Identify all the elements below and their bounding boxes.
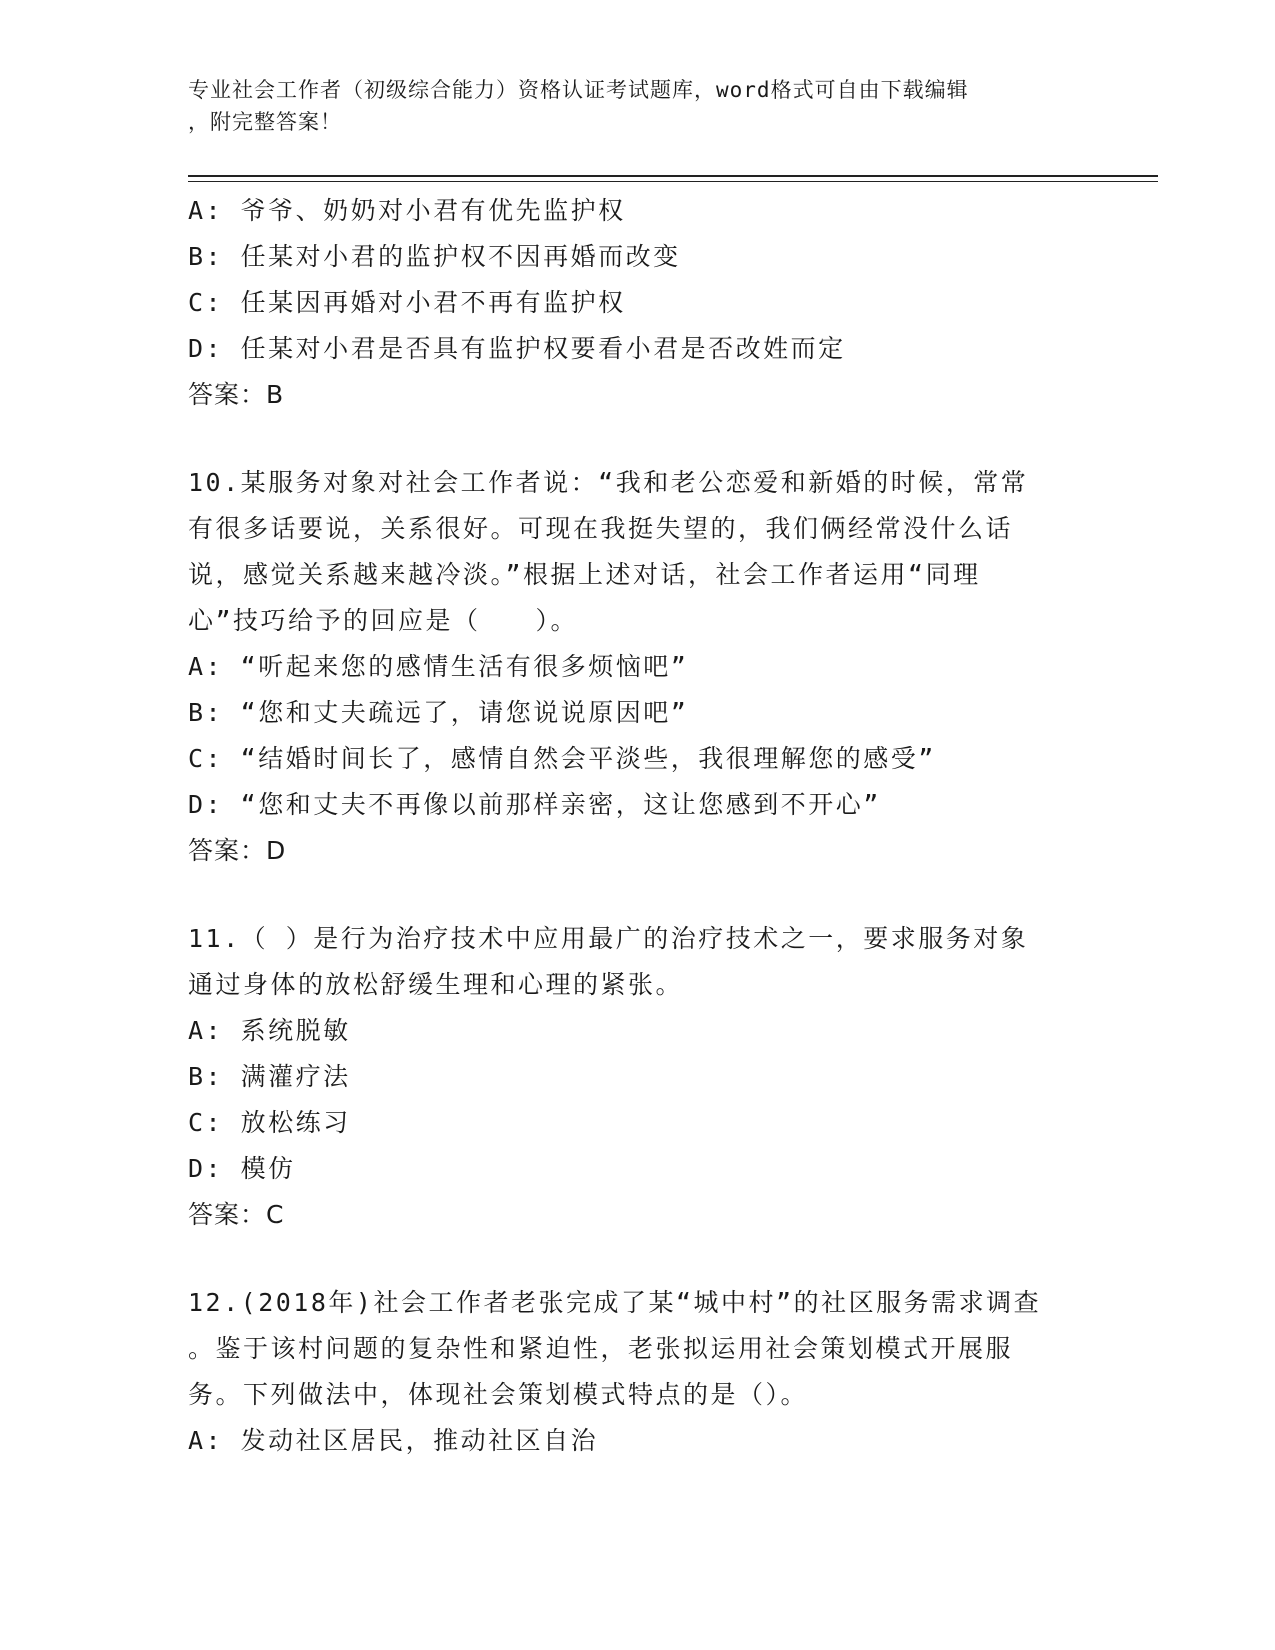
question-12 [188,1280,1088,1464]
stem-line: 10.某服务对象对社会工作者说：“我和老公恋爱和新婚的时候，常常 [188,468,1029,497]
stem-line: 通过身体的放松舒缓生理和心理的紧张。 [188,970,684,999]
stem-line: 说，感觉关系越来越冷淡。”根据上述对话，社会工作者运用“同理 [188,560,981,589]
question-10 [188,460,1088,874]
option-c: C: “结婚时间长了，感情自然会平淡些，我很理解您的感受” [188,744,936,773]
option-a: A: 爷爷、奶奶对小君有优先监护权 [188,196,626,225]
stem-line: 11.（ ）是行为治疗技术中应用最广的治疗技术之一，要求服务对象 [188,924,1029,953]
header-line-2: ，附完整答案！ [188,110,342,134]
question-11 [188,916,1088,1238]
option-d: D: “您和丈夫不再像以前那样亲密，这让您感到不开心” [188,790,881,819]
option-a: A: “听起来您的感情生活有很多烦恼吧” [188,652,689,681]
header-divider-thick [188,175,1158,177]
answer-line: 答案：D [188,836,287,865]
option-b: B: 满灌疗法 [188,1062,351,1091]
stem-line: 心”技巧给予的回应是（ ）。 [188,606,579,635]
question-9 [188,188,1088,418]
document-body [188,188,1088,1464]
option-a: A: 发动社区居民，推动社区自治 [188,1426,599,1455]
stem-line: 务。下列做法中，体现社会策划模式特点的是（）。 [188,1380,809,1409]
option-d: D: 任某对小君是否具有监护权要看小君是否改姓而定 [188,334,846,363]
question-stem [188,460,1088,644]
stem-line: 12.(2018年)社会工作者老张完成了某“城中村”的社区服务需求调查 [188,1288,1042,1317]
option-a: A: 系统脱敏 [188,1016,351,1045]
question-stem [188,916,1088,1008]
option-c: C: 放松练习 [188,1108,351,1137]
option-c: C: 任某因再婚对小君不再有监护权 [188,288,626,317]
option-d: D: 模仿 [188,1154,296,1183]
stem-line: 。鉴于该村问题的复杂性和紧迫性，老张拟运用社会策划模式开展服 [188,1334,1014,1363]
stem-line: 有很多话要说，关系很好。可现在我挺失望的，我们俩经常没什么话 [188,514,1014,543]
answer-line: 答案：C [188,1200,285,1229]
option-b: B: “您和丈夫疏远了，请您说说原因吧” [188,698,689,727]
header-line-1: 专业社会工作者（初级综合能力）资格认证考试题库，word格式可自由下载编辑 [188,78,969,102]
header-divider-thin [188,181,1158,182]
question-stem [188,1280,1088,1418]
document-header [188,74,1088,138]
answer-line: 答案：B [188,380,285,409]
option-b: B: 任某对小君的监护权不因再婚而改变 [188,242,681,271]
